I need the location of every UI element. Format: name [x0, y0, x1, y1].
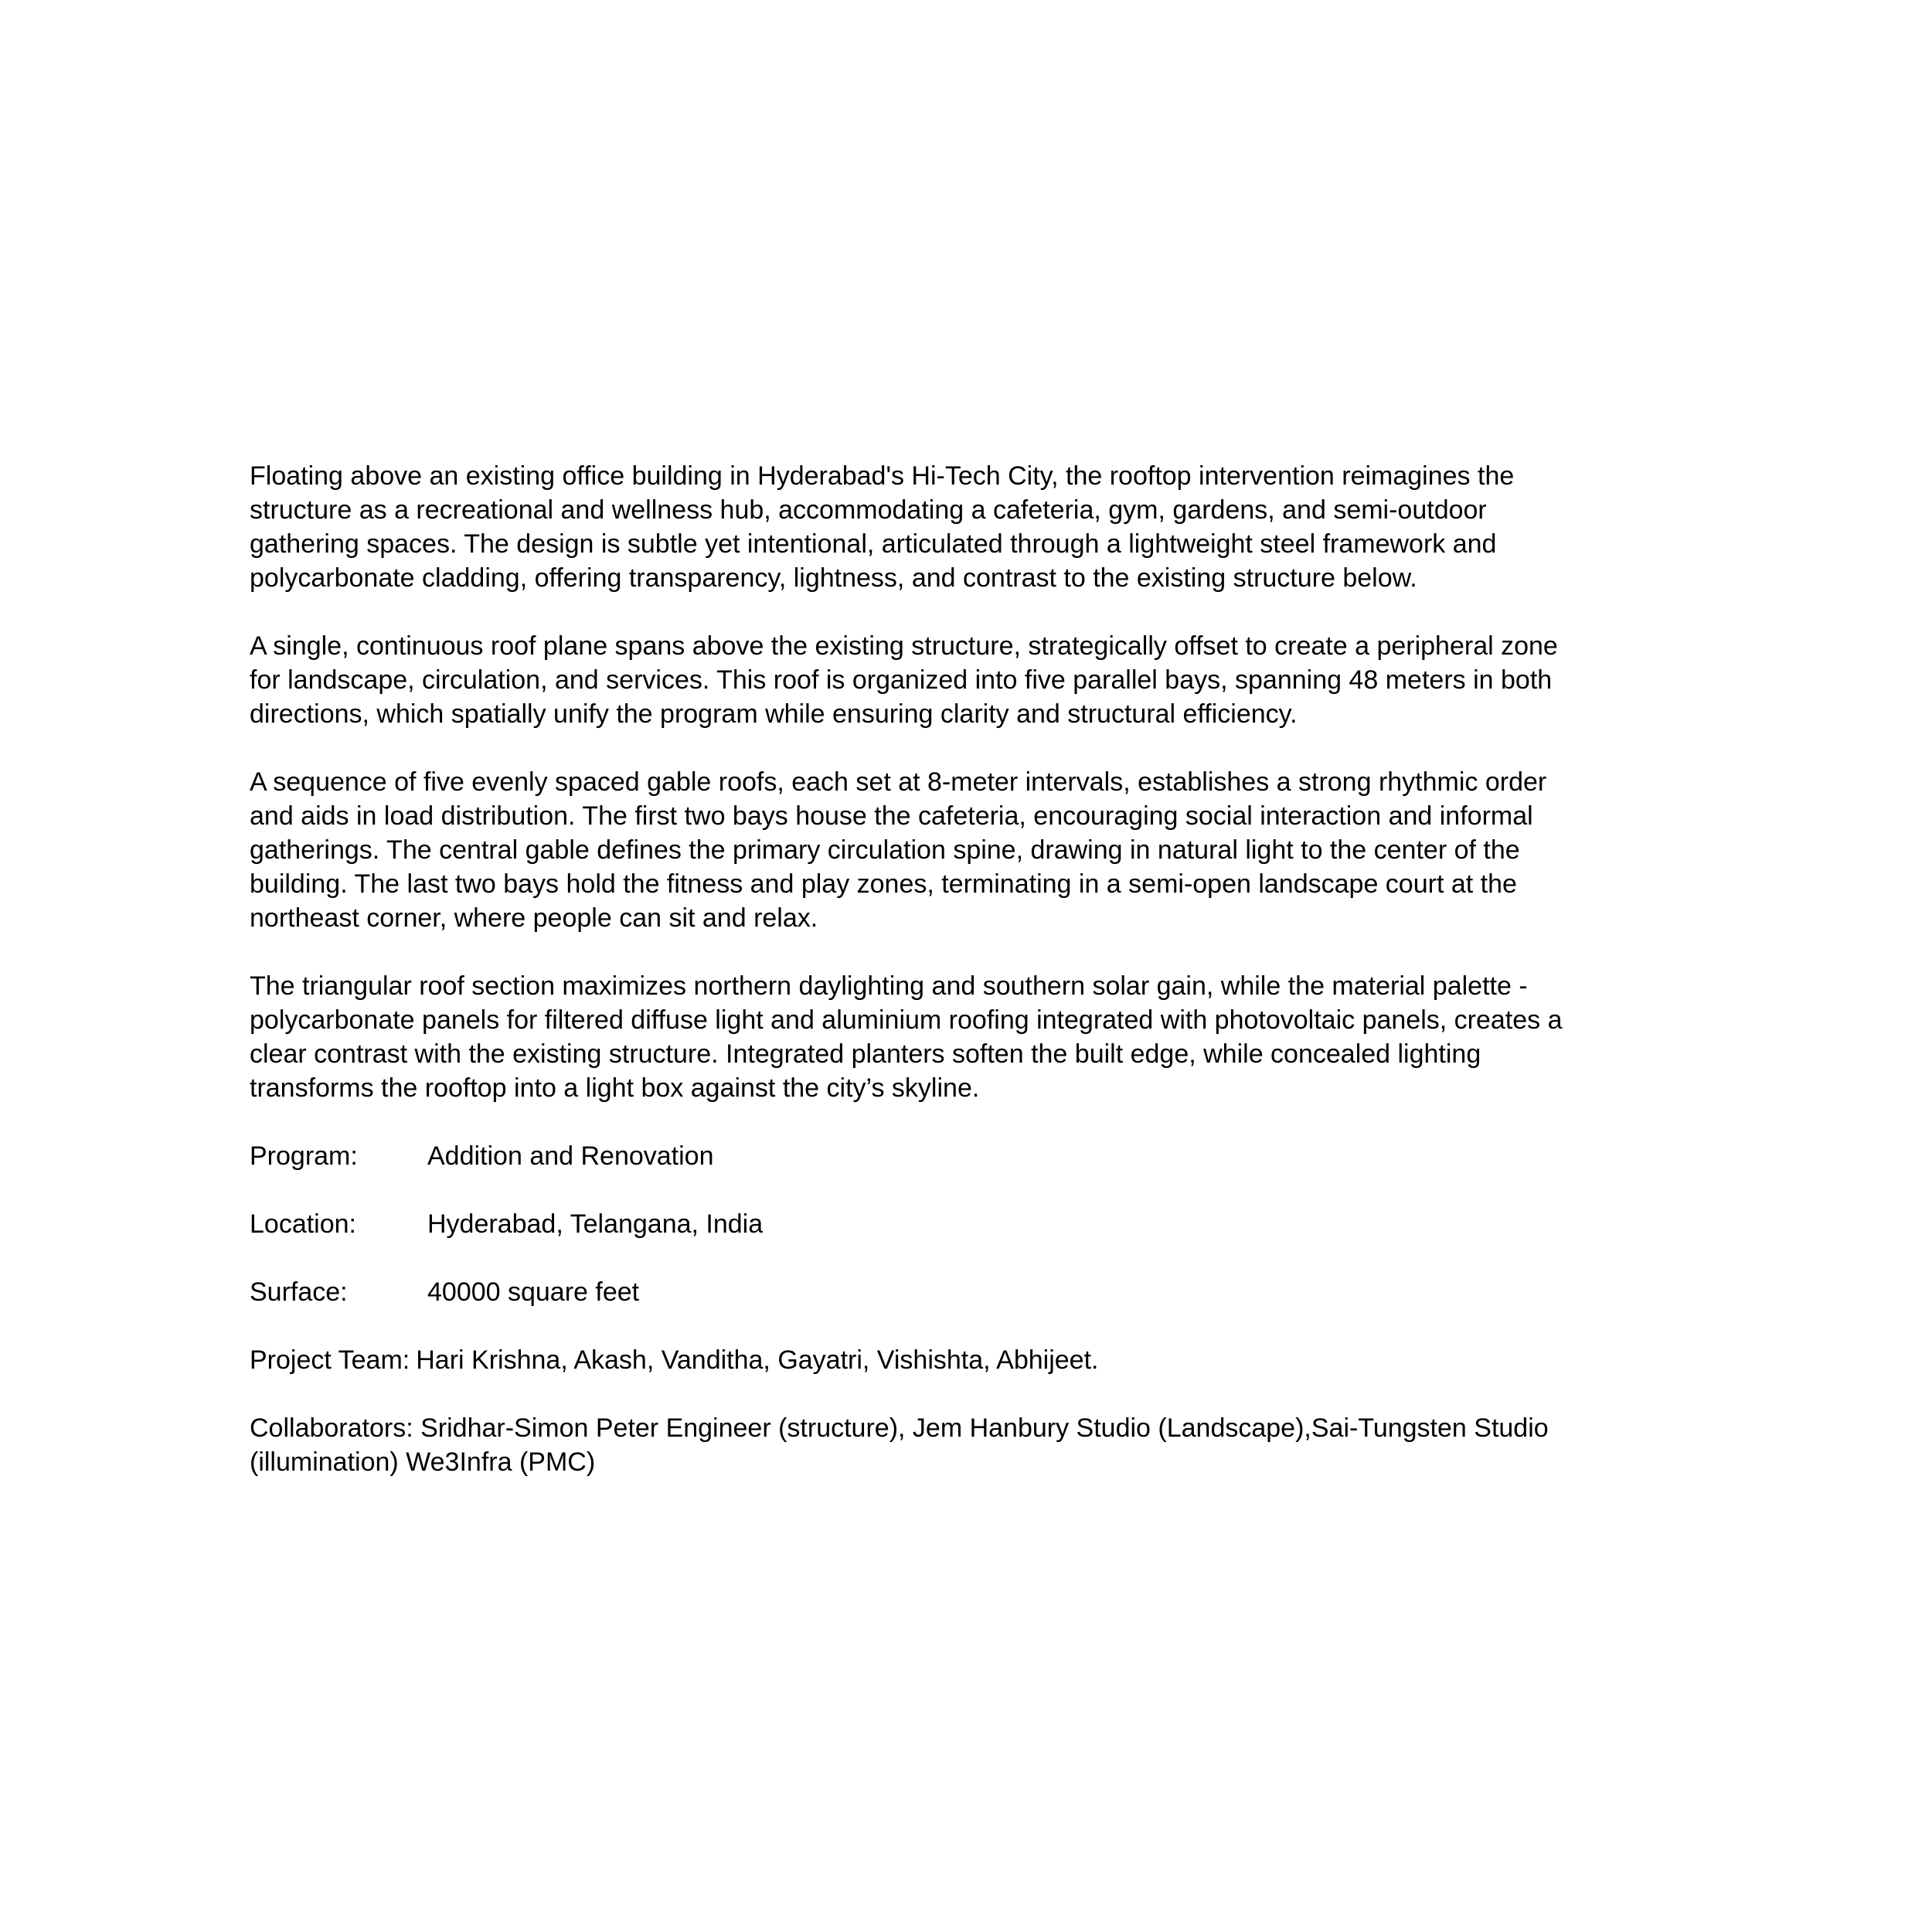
text-line: polycarbonate cladding, offering transparency, lightness, and contrast to the existing structure below. — [250, 563, 1417, 593]
surface-value: 40000 square feet — [427, 1277, 640, 1307]
text-line: directions, which spatially unify the program while ensuring clarity and structural efficiency. — [250, 699, 1298, 729]
text-line: and aids in load distribution. The first two bays house the cafeteria, encouraging social interaction and informal — [250, 801, 1533, 831]
project-team-label: Project Team: — [250, 1345, 410, 1375]
text-line: building. The last two bays hold the fitness and play zones, terminating in a semi-open landscape court at the — [250, 869, 1517, 899]
paragraph-intro — [250, 459, 1687, 595]
text-line: gatherings. The central gable defines the primary circulation spine, drawing in natural light to the center of the — [250, 835, 1520, 865]
text-line: northeast corner, where people can sit and relax. — [250, 903, 818, 933]
location-label: Location: — [250, 1209, 356, 1239]
paragraph-materials — [250, 969, 1687, 1105]
text-line: The triangular roof section maximizes northern daylighting and southern solar gain, while the material palette - — [250, 971, 1528, 1001]
text-line: polycarbonate panels for filtered diffuse light and aluminium roofing integrated with photovoltaic panels, creates a — [250, 1005, 1563, 1035]
collaborators-label: Collaborators: — [250, 1413, 413, 1443]
surface-label: Surface: — [250, 1277, 348, 1307]
collaborators-value: Sridhar-Simon Peter Engineer (structure), Jem Hanbury Studio (Landscape),Sai-Tungsten Studio — [420, 1413, 1549, 1443]
program-label: Program: — [250, 1141, 358, 1171]
surface-row — [250, 1275, 1687, 1309]
location-value: Hyderabad, Telangana, India — [427, 1209, 764, 1239]
program-value: Addition and Renovation — [427, 1141, 714, 1171]
program-row — [250, 1139, 1687, 1173]
text-line: A sequence of five evenly spaced gable roofs, each set at 8-meter intervals, establishes a strong rhythmic order — [250, 767, 1547, 797]
collaborators-block — [250, 1411, 1687, 1479]
text-line: Floating above an existing office building in Hyderabad's Hi-Tech City, the rooftop intervention reimagines the — [250, 461, 1515, 491]
paragraph-roof-plane — [250, 629, 1687, 731]
text-line: structure as a recreational and wellness hub, accommodating a cafeteria, gym, gardens, and semi-outdoor — [250, 495, 1487, 525]
project-description — [250, 459, 1687, 1479]
project-team-row — [250, 1343, 1687, 1377]
text-line: clear contrast with the existing structure. Integrated planters soften the built edge, while concealed lighting — [250, 1039, 1481, 1069]
paragraph-gable-roofs — [250, 765, 1687, 935]
location-row — [250, 1207, 1687, 1241]
text-line: gathering spaces. The design is subtle yet intentional, articulated through a lightweight steel framework and — [250, 529, 1497, 559]
collaborators-line: (illumination) We3Infra (PMC) — [250, 1447, 596, 1477]
text-line: transforms the rooftop into a light box against the city’s skyline. — [250, 1073, 980, 1103]
text-line: for landscape, circulation, and services. This roof is organized into five parallel bays, spanning 48 meters in both — [250, 665, 1553, 695]
project-team-value: Hari Krishna, Akash, Vanditha, Gayatri, Vishishta, Abhijeet. — [416, 1345, 1099, 1375]
collaborators-line — [250, 1411, 1687, 1445]
text-line: A single, continuous roof plane spans above the existing structure, strategically offset to create a peripheral zone — [250, 631, 1558, 661]
